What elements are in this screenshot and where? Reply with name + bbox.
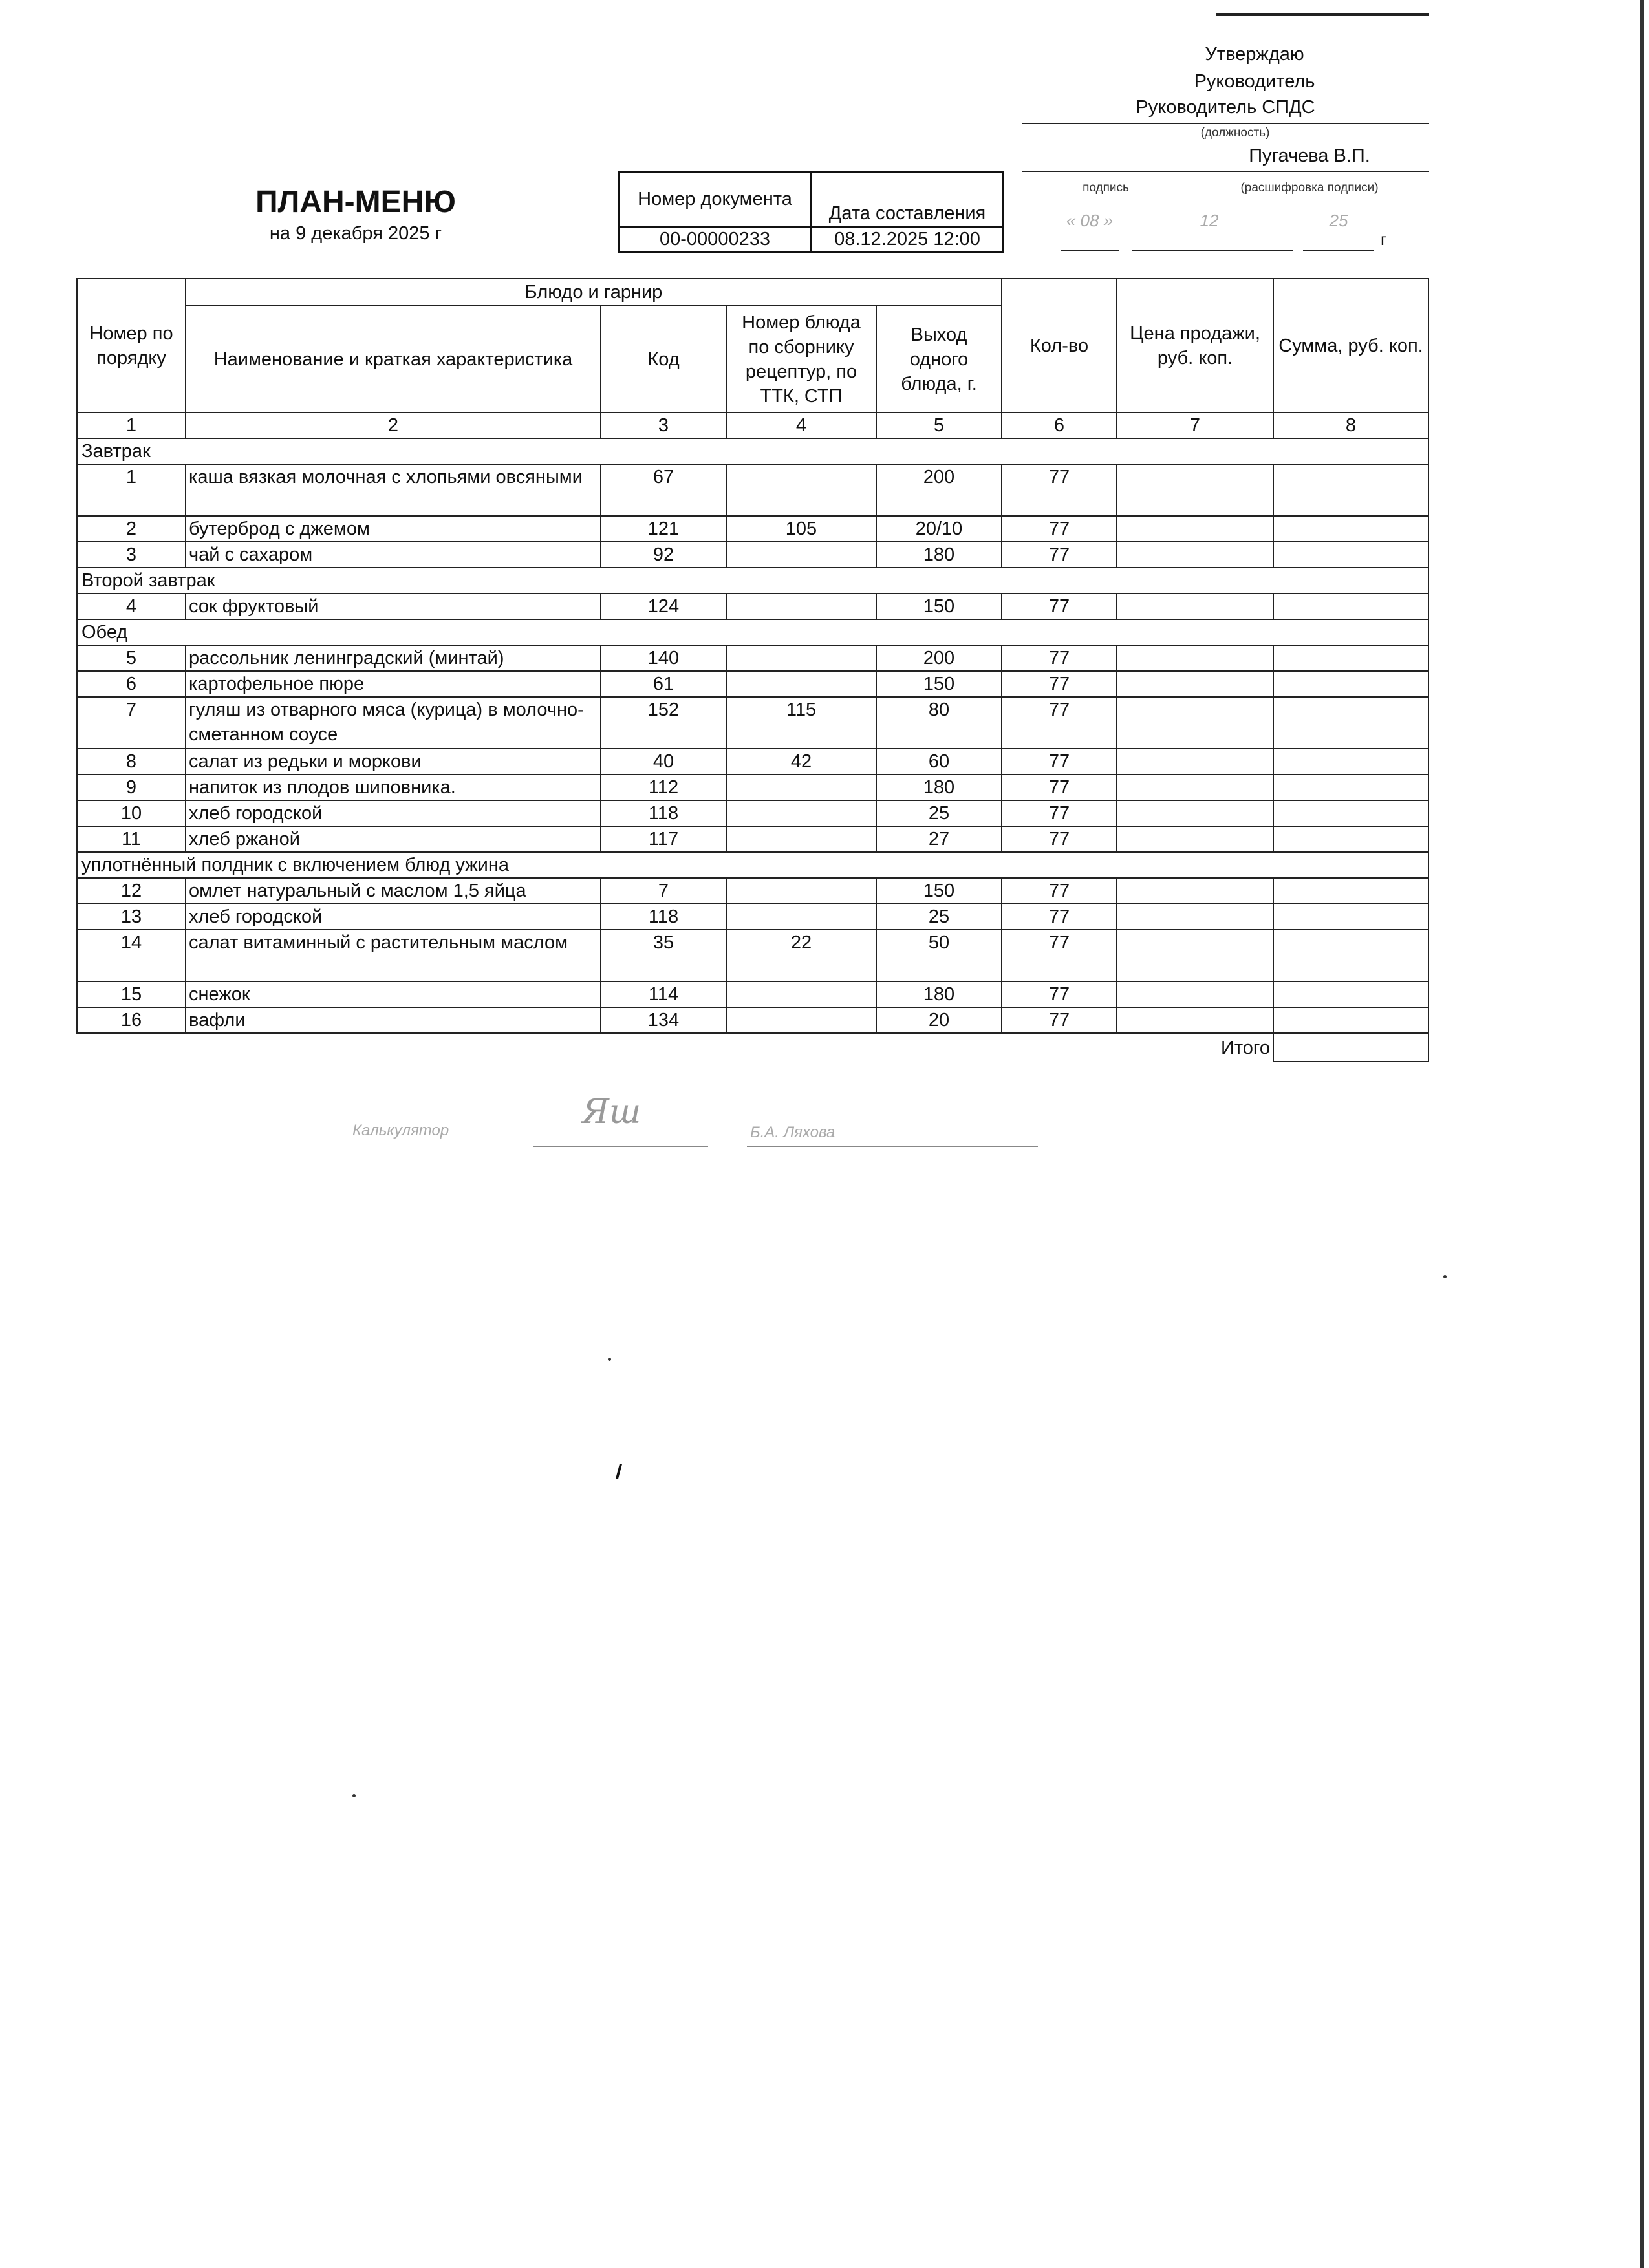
date-year-line xyxy=(1303,249,1374,251)
sum-cell xyxy=(1273,981,1428,1007)
col-number: 5 xyxy=(876,412,1002,438)
approval-date-year: 25 xyxy=(1329,211,1348,230)
recipe-number: 115 xyxy=(726,697,876,749)
dish-code: 7 xyxy=(601,878,726,904)
recipe-number xyxy=(726,775,876,800)
approval-date-month: 12 xyxy=(1200,211,1219,230)
total-label: Итого xyxy=(1221,1037,1270,1058)
col-number: 6 xyxy=(1002,412,1117,438)
approval-date-day: « 08 » xyxy=(1066,211,1114,230)
doc-date-header: Дата составления xyxy=(812,172,1004,227)
dish-code: 117 xyxy=(601,826,726,852)
table-row xyxy=(77,516,1428,542)
dish-yield: 150 xyxy=(876,878,1002,904)
table-row xyxy=(77,800,1428,826)
table-row xyxy=(77,464,1428,516)
sum-cell xyxy=(1273,645,1428,671)
table-row xyxy=(77,878,1428,904)
approval-line1: Утверждаю xyxy=(1205,44,1304,65)
recipe-number xyxy=(726,800,876,826)
recipe-number xyxy=(726,981,876,1007)
sum-cell xyxy=(1273,930,1428,981)
recipe-number xyxy=(726,904,876,930)
dish-quantity: 77 xyxy=(1002,671,1117,697)
table-row xyxy=(77,594,1428,619)
doc-date: 08.12.2025 12:00 xyxy=(812,226,1004,252)
price-cell xyxy=(1117,930,1273,981)
section-row xyxy=(77,852,1428,878)
table-row xyxy=(77,749,1428,775)
table-row xyxy=(77,930,1428,981)
row-number: 1 xyxy=(77,464,186,516)
top-rule xyxy=(1216,13,1429,16)
dish-name: салат из редьки и моркови xyxy=(186,749,601,775)
table-row xyxy=(77,542,1428,568)
doc-number-header: Номер документа xyxy=(619,172,812,227)
row-number: 3 xyxy=(77,542,186,568)
header-code: Код xyxy=(601,306,726,412)
sum-cell xyxy=(1273,516,1428,542)
header-qty: Кол-во xyxy=(1002,279,1117,412)
total-row xyxy=(77,1033,1428,1062)
dish-code: 61 xyxy=(601,671,726,697)
table-row xyxy=(77,697,1428,749)
dish-quantity: 77 xyxy=(1002,645,1117,671)
dish-name: хлеб городской xyxy=(186,904,601,930)
sum-cell xyxy=(1273,594,1428,619)
dish-quantity: 77 xyxy=(1002,1007,1117,1033)
dish-name: вафли xyxy=(186,1007,601,1033)
approval-line2: Руководитель xyxy=(1194,71,1315,92)
row-number: 11 xyxy=(77,826,186,852)
dish-name: напиток из плодов шиповника. xyxy=(186,775,601,800)
dish-quantity: 77 xyxy=(1002,981,1117,1007)
scan-speck xyxy=(608,1358,611,1361)
row-number: 10 xyxy=(77,800,186,826)
dish-yield: 180 xyxy=(876,775,1002,800)
section-row xyxy=(77,438,1428,464)
dish-quantity: 77 xyxy=(1002,594,1117,619)
calc-label: Калькулятор xyxy=(352,1122,449,1139)
recipe-number xyxy=(726,645,876,671)
doc-number: 00-00000233 xyxy=(619,226,812,252)
dish-yield: 180 xyxy=(876,542,1002,568)
dish-yield: 50 xyxy=(876,930,1002,981)
dish-quantity: 77 xyxy=(1002,542,1117,568)
col-number: 4 xyxy=(726,412,876,438)
row-number: 5 xyxy=(77,645,186,671)
col-number: 8 xyxy=(1273,412,1428,438)
price-cell xyxy=(1117,878,1273,904)
price-cell xyxy=(1117,671,1273,697)
dish-yield: 27 xyxy=(876,826,1002,852)
dish-quantity: 77 xyxy=(1002,878,1117,904)
price-cell xyxy=(1117,904,1273,930)
header-yield: Выход одного блюда, г. xyxy=(876,306,1002,412)
col-number: 1 xyxy=(77,412,186,438)
recipe-number xyxy=(726,542,876,568)
dish-yield: 200 xyxy=(876,464,1002,516)
section-title: Обед xyxy=(77,619,1428,645)
dish-code: 92 xyxy=(601,542,726,568)
dish-code: 118 xyxy=(601,904,726,930)
menu-table xyxy=(76,278,1429,1062)
dish-name: сок фруктовый xyxy=(186,594,601,619)
header-recipe: Номер блюда по сборнику рецептур, по ТТК, СТП xyxy=(726,306,876,412)
row-number: 12 xyxy=(77,878,186,904)
row-number: 13 xyxy=(77,904,186,930)
calc-signature: Яш xyxy=(582,1093,641,1131)
col-number: 3 xyxy=(601,412,726,438)
recipe-number xyxy=(726,878,876,904)
dish-yield: 150 xyxy=(876,594,1002,619)
table-row xyxy=(77,671,1428,697)
dish-code: 140 xyxy=(601,645,726,671)
header-sum: Сумма, руб. коп. xyxy=(1273,279,1428,412)
dish-yield: 20 xyxy=(876,1007,1002,1033)
sum-cell xyxy=(1273,904,1428,930)
section-title: Завтрак xyxy=(77,438,1428,464)
approval-name: Пугачева В.П. xyxy=(1190,145,1429,172)
sum-cell xyxy=(1273,697,1428,749)
dish-quantity: 77 xyxy=(1002,930,1117,981)
sum-cell xyxy=(1273,671,1428,697)
dish-code: 35 xyxy=(601,930,726,981)
price-cell xyxy=(1117,542,1273,568)
dish-quantity: 77 xyxy=(1002,464,1117,516)
row-number: 15 xyxy=(77,981,186,1007)
dish-code: 114 xyxy=(601,981,726,1007)
price-cell xyxy=(1117,800,1273,826)
total-value xyxy=(1273,1033,1428,1062)
recipe-number xyxy=(726,1007,876,1033)
scan-speck xyxy=(352,1794,356,1797)
dish-code: 112 xyxy=(601,775,726,800)
dish-code: 124 xyxy=(601,594,726,619)
dish-quantity: 77 xyxy=(1002,904,1117,930)
section-title: Второй завтрак xyxy=(77,568,1428,594)
dish-name: снежок xyxy=(186,981,601,1007)
dish-quantity: 77 xyxy=(1002,697,1117,749)
table-row xyxy=(77,826,1428,852)
page-subtitle: на 9 декабря 2025 г xyxy=(269,223,442,244)
price-cell xyxy=(1117,775,1273,800)
dish-name: бутерброд с джемом xyxy=(186,516,601,542)
row-number: 8 xyxy=(77,749,186,775)
page-title: ПЛАН-МЕНЮ xyxy=(255,185,456,219)
price-cell xyxy=(1117,749,1273,775)
dish-code: 152 xyxy=(601,697,726,749)
row-number: 2 xyxy=(77,516,186,542)
price-cell xyxy=(1117,594,1273,619)
row-number: 4 xyxy=(77,594,186,619)
dish-name: чай с сахаром xyxy=(186,542,601,568)
scan-speck xyxy=(616,1464,630,1479)
signature-line xyxy=(1022,167,1190,172)
sum-cell xyxy=(1273,775,1428,800)
sum-cell xyxy=(1273,1007,1428,1033)
recipe-number xyxy=(726,464,876,516)
sum-cell xyxy=(1273,878,1428,904)
dish-yield: 180 xyxy=(876,981,1002,1007)
recipe-number xyxy=(726,671,876,697)
page-edge xyxy=(1640,0,1644,2268)
dish-name: салат витаминный с растительным маслом xyxy=(186,930,601,981)
dish-code: 67 xyxy=(601,464,726,516)
dish-yield: 25 xyxy=(876,904,1002,930)
price-cell xyxy=(1117,645,1273,671)
table-row xyxy=(77,775,1428,800)
col-number: 2 xyxy=(186,412,601,438)
price-cell xyxy=(1117,516,1273,542)
table-row xyxy=(77,904,1428,930)
section-title: уплотнённый полдник с включением блюд ужина xyxy=(77,852,1428,878)
price-cell xyxy=(1117,981,1273,1007)
doc-info-box xyxy=(618,171,1004,253)
approval-position: Руководитель СПДС xyxy=(1022,97,1429,124)
dish-quantity: 77 xyxy=(1002,800,1117,826)
dish-code: 121 xyxy=(601,516,726,542)
dish-quantity: 77 xyxy=(1002,826,1117,852)
sum-cell xyxy=(1273,749,1428,775)
dish-quantity: 77 xyxy=(1002,775,1117,800)
recipe-number: 22 xyxy=(726,930,876,981)
sum-cell xyxy=(1273,464,1428,516)
header-price: Цена продажи, руб. коп. xyxy=(1117,279,1273,412)
dish-yield: 80 xyxy=(876,697,1002,749)
dish-yield: 20/10 xyxy=(876,516,1002,542)
signature-caption: подпись xyxy=(1083,181,1129,195)
row-number: 7 xyxy=(77,697,186,749)
dish-quantity: 77 xyxy=(1002,516,1117,542)
header-group: Блюдо и гарнир xyxy=(186,279,1002,306)
price-cell xyxy=(1117,464,1273,516)
price-cell xyxy=(1117,826,1273,852)
row-number: 9 xyxy=(77,775,186,800)
row-number: 16 xyxy=(77,1007,186,1033)
calc-signature-line xyxy=(534,1144,708,1147)
price-cell xyxy=(1117,1007,1273,1033)
header-num: Номер по порядку xyxy=(77,279,186,412)
column-numbers-row xyxy=(77,412,1428,438)
header-name: Наименование и краткая характеристика xyxy=(186,306,601,412)
dish-name: хлеб городской xyxy=(186,800,601,826)
section-row xyxy=(77,619,1428,645)
scan-speck xyxy=(1443,1275,1447,1278)
row-number: 6 xyxy=(77,671,186,697)
col-number: 7 xyxy=(1117,412,1273,438)
dish-name: гуляш из отварного мяса (курица) в молочно-сметанном соусе xyxy=(186,697,601,749)
table-row xyxy=(77,981,1428,1007)
dish-yield: 60 xyxy=(876,749,1002,775)
calc-name: Б.А. Ляхова xyxy=(750,1124,835,1141)
dish-yield: 25 xyxy=(876,800,1002,826)
sum-cell xyxy=(1273,542,1428,568)
dish-quantity: 77 xyxy=(1002,749,1117,775)
section-row xyxy=(77,568,1428,594)
dish-yield: 200 xyxy=(876,645,1002,671)
price-cell xyxy=(1117,697,1273,749)
approval-position-caption: (должность) xyxy=(1200,126,1270,140)
dish-yield: 150 xyxy=(876,671,1002,697)
dish-code: 40 xyxy=(601,749,726,775)
date-day-line xyxy=(1061,249,1119,251)
dish-name: каша вязкая молочная с хлопьями овсяными xyxy=(186,464,601,516)
dish-name: омлет натуральный с маслом 1,5 яйца xyxy=(186,878,601,904)
recipe-number xyxy=(726,826,876,852)
dish-name: рассольник ленинградский (минтай) xyxy=(186,645,601,671)
dish-code: 134 xyxy=(601,1007,726,1033)
table-row xyxy=(77,1007,1428,1033)
recipe-number: 105 xyxy=(726,516,876,542)
dish-name: хлеб ржаной xyxy=(186,826,601,852)
recipe-number xyxy=(726,594,876,619)
sum-cell xyxy=(1273,800,1428,826)
date-month-line xyxy=(1132,249,1293,251)
table-row xyxy=(77,645,1428,671)
recipe-number: 42 xyxy=(726,749,876,775)
dish-code: 118 xyxy=(601,800,726,826)
sum-cell xyxy=(1273,826,1428,852)
dish-name: картофельное пюре xyxy=(186,671,601,697)
row-number: 14 xyxy=(77,930,186,981)
name-caption: (расшифровка подписи) xyxy=(1240,181,1379,195)
approval-date-suffix: г xyxy=(1381,230,1387,249)
calc-name-line xyxy=(747,1144,1038,1147)
